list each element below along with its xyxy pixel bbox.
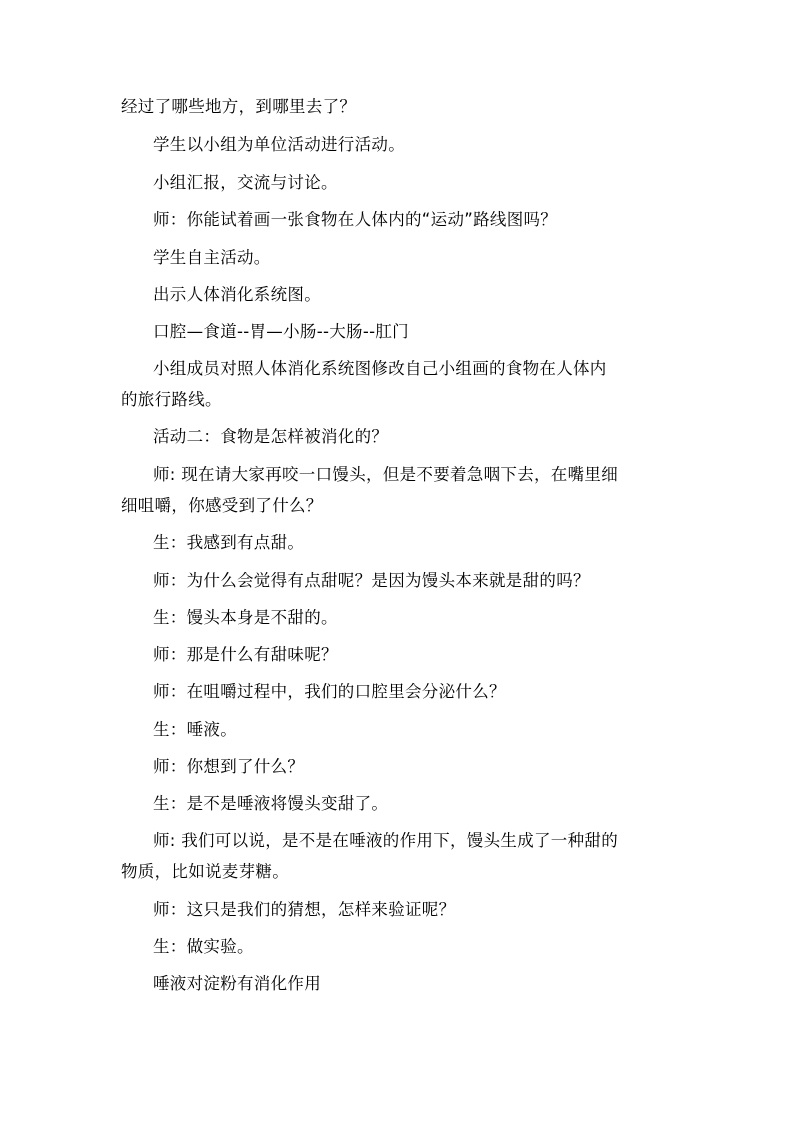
text-line: 细咀嚼，你感受到了什么？ xyxy=(121,496,323,515)
text-line: 师：为什么会觉得有点甜呢？是因为馒头本来就是甜的吗？ xyxy=(153,571,590,590)
text-line: 师: 现在请大家再咬一口馒头，但是不要着急咽下去，在嘴里细 xyxy=(153,465,619,484)
text-line: 师：在咀嚼过程中，我们的口腔里会分泌什么？ xyxy=(153,682,506,701)
text-line: 师：你想到了什么？ xyxy=(153,757,305,776)
text-line: 的旅行路线。 xyxy=(121,390,222,409)
text-line: 活动二：食物是怎样被消化的？ xyxy=(153,427,389,446)
text-line: 师：那是什么有甜味呢？ xyxy=(153,645,338,664)
text-line: 小组汇报，交流与讨论。 xyxy=(153,173,338,192)
text-line: 师: 我们可以说，是不是在唾液的作用下，馒头生成了一种甜的 xyxy=(153,831,619,850)
text-line: 生：是不是唾液将馒头变甜了。 xyxy=(153,794,389,813)
text-line: 口腔—食道--胃—小肠--大肠--肛门 xyxy=(153,322,409,341)
text-line: 生：做实验。 xyxy=(153,937,254,956)
text-line: 小组成员对照人体消化系统图修改自己小组画的食物在人体内 xyxy=(153,359,607,378)
text-line: 师：这只是我们的猜想，怎样来验证呢？ xyxy=(153,900,456,919)
text-line: 学生以小组为单位活动进行活动。 xyxy=(153,135,405,154)
text-line: 物质，比如说麦芽糖。 xyxy=(121,862,289,881)
text-line: 学生自主活动。 xyxy=(153,248,271,267)
text-line: 出示人体消化系统图。 xyxy=(153,285,321,304)
text-line: 生：馒头本身是不甜的。 xyxy=(153,608,338,627)
text-line: 生：我感到有点甜。 xyxy=(153,533,305,552)
text-line: 唾液对淀粉有消化作用 xyxy=(153,974,321,993)
text-line: 经过了哪些地方，到哪里去了？ xyxy=(121,97,357,116)
text-line: 师：你能试着画一张食物在人体内的“运动”路线图吗？ xyxy=(153,210,558,229)
text-line: 生：唾液。 xyxy=(153,720,237,739)
